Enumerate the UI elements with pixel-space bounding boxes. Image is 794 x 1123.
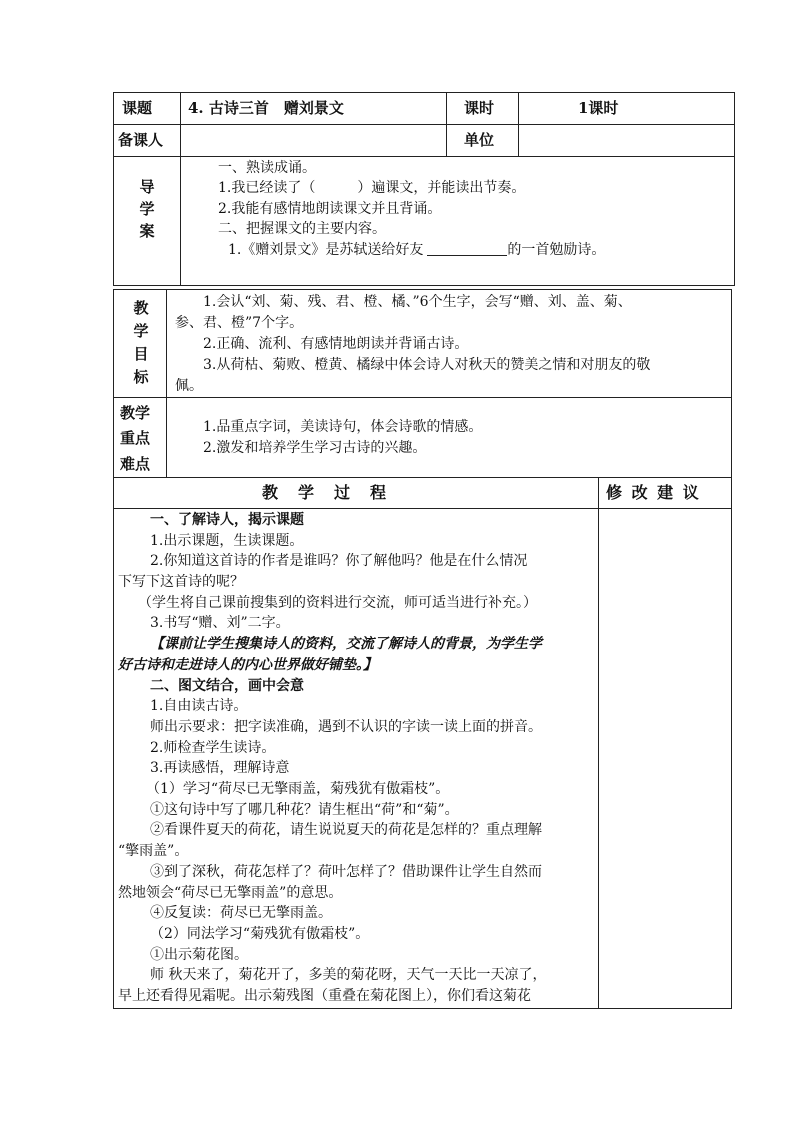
- process-line: 早上还看得见霜呢。出示菊残图（重叠在菊花图上），你们看这菊花: [118, 988, 531, 1004]
- guide-line: 一、熟读成诵。: [218, 160, 316, 176]
- guide-label: 导学案: [139, 178, 155, 240]
- process-line: “擎雨盖”。: [118, 843, 189, 859]
- process-line: 师出示要求：把字读准确，遇到不认识的字读一读上面的拼音。: [150, 719, 542, 735]
- objectives-label: 教学目标: [133, 299, 149, 386]
- process-line: ②看课件夏天的荷花，请生说说夏天的荷花是怎样的？重点理解: [150, 822, 542, 838]
- answer-blank[interactable]: [427, 242, 507, 256]
- process-line: ①这句诗中写了哪几种花？请生框出“荷”和“菊”。: [150, 802, 459, 818]
- topic-value: 4. 古诗三首 赠刘景文: [188, 99, 344, 117]
- process-line: ③到了深秋，荷花怎样了？荷叶怎样了？借助课件让学生自然而: [150, 864, 542, 880]
- unit-label: 单位: [464, 131, 495, 149]
- process-line: （学生将自己课前搜集到的资料进行交流，师可适当进行补充。）: [138, 595, 537, 611]
- keypoints-label: 难点: [120, 455, 151, 473]
- process-line: 2.师检查学生读诗。: [150, 740, 276, 756]
- objectives-line: 3.从荷枯、菊败、橙黄、橘绿中体会诗人对秋天的赞美之情和对朋友的敬: [203, 357, 651, 373]
- process-note: 好古诗和走进诗人的内心世界做好铺垫。】: [118, 657, 377, 673]
- keypoints-label: 重点: [120, 429, 151, 447]
- guide-fill-line: [228, 242, 605, 259]
- keypoints-line: 2.激发和培养学生学习古诗的兴趣。: [203, 440, 427, 456]
- process-line: 然地领会“荷尽已无擎雨盖”的意思。: [118, 885, 343, 901]
- keypoints-label: 教学: [120, 404, 151, 422]
- process-line: 1.自由读古诗。: [150, 698, 248, 714]
- guide-fill-after: 的一首勉励诗。: [507, 242, 606, 258]
- objectives-line: 2.正确、流利、有感情地朗读并背诵古诗。: [203, 336, 469, 352]
- objectives-line: 佩。: [175, 378, 203, 394]
- period-value: 1课时: [578, 99, 619, 117]
- revise-header: 修 改 建 议: [606, 483, 701, 502]
- objectives-line: 1.会认“刘、菊、残、君、橙、橘、”6个生字，会写“赠、刘、盖、菊、: [203, 294, 632, 310]
- process-section-title: 一、了解诗人，揭示课题: [150, 512, 304, 528]
- keypoints-line: 1.品重点字词，美读诗句，体会诗歌的情感。: [203, 419, 483, 435]
- process-header: 教 学 过 程: [262, 483, 389, 502]
- topic-label: 课题: [122, 99, 153, 117]
- guide-fill-before: 1.《赠刘景文》是苏轼送给好友: [228, 242, 424, 258]
- process-line: ④反复读：荷尽已无擎雨盖。: [150, 905, 332, 921]
- process-line: ①出示菊花图。: [150, 947, 248, 963]
- process-line: （1）学习“荷尽已无擎雨盖，菊残犹有傲霜枝”。: [146, 781, 450, 797]
- process-note: 【课前让学生搜集诗人的资料，交流了解诗人的背景，为学生学: [150, 636, 542, 652]
- guide-line: 2.我能有感情地朗读课文并且背诵。: [218, 201, 442, 217]
- guide-line: 二、把握课文的主要内容。: [218, 221, 386, 237]
- process-line: （2）同法学习“菊残犹有傲霜枝”。: [150, 926, 370, 942]
- period-label: 课时: [464, 99, 495, 117]
- process-line: 师 秋天来了，菊花开了，多美的菊花呀，天气一天比一天凉了，: [150, 967, 547, 983]
- preparer-label: 备课人: [118, 131, 164, 149]
- process-section-title: 二、图文结合，画中会意: [150, 678, 304, 694]
- objectives-line: 参、君、橙”7个字。: [175, 315, 304, 331]
- process-line: 1.出示课题，生读课题。: [150, 533, 304, 549]
- process-line: 3.再读感悟，理解诗意: [150, 760, 290, 776]
- process-line: 3.书写“赠、刘”二字。: [150, 615, 290, 631]
- guide-line: 1.我已经读了（ ）遍课文，并能读出节奏。: [218, 180, 526, 196]
- process-line: 下写下这首诗的呢？: [118, 574, 244, 590]
- process-line: 2.你知道这首诗的作者是谁吗？你了解他吗？他是在什么情况: [150, 553, 528, 569]
- revise-cell[interactable]: [600, 510, 730, 1007]
